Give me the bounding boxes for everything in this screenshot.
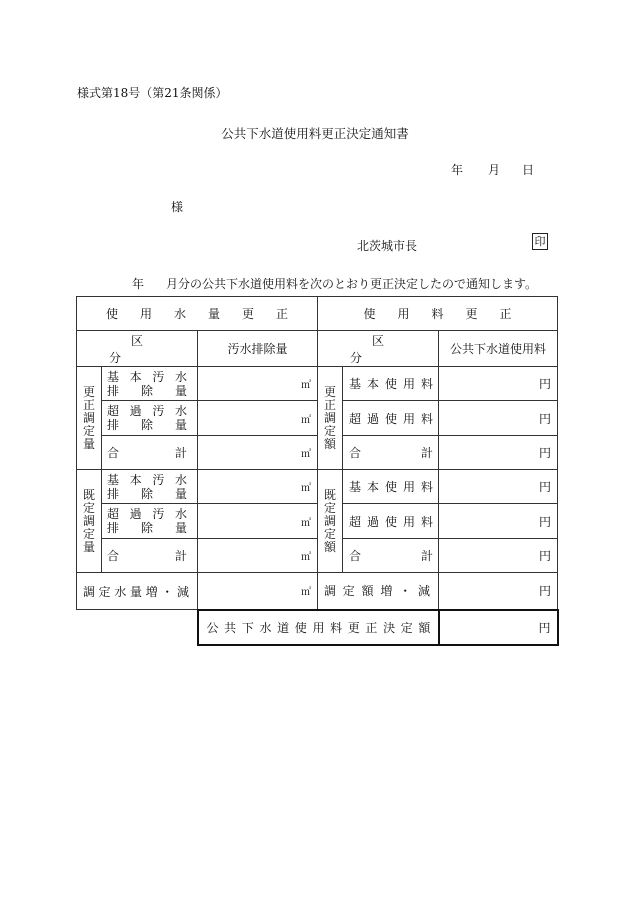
existing-excess-volume[interactable]: ㎥: [198, 504, 318, 539]
total-volume-label: 合 計: [102, 436, 198, 470]
addressee-suffix: 様: [171, 200, 184, 214]
blank-cell: [77, 610, 198, 645]
form-number: 様式第18号（第21条関係）: [77, 86, 228, 100]
existing-total-volume[interactable]: ㎥: [198, 539, 318, 573]
corrected-total-fee[interactable]: 円: [439, 436, 558, 470]
group-corrected-volume: 更 正 調 定 量: [77, 367, 102, 470]
col-sewage-header: 汚水排除量: [198, 331, 318, 367]
excess-sewage-label: 超 過 汚 水 排 除 量: [102, 504, 198, 539]
existing-total-fee[interactable]: 円: [439, 539, 558, 573]
basic-sewage-label: 基 本 汚 水 排 除 量: [102, 470, 198, 504]
excess-sewage-label: 超 過 汚 水 排 除 量: [102, 401, 198, 436]
section-fee-header: 使用料更正: [318, 297, 558, 331]
group-existing-volume: 既 定 調 定 量: [77, 470, 102, 573]
total-fee-label: 合 計: [343, 436, 439, 470]
final-amount-label: 公 共 下 水 道 使 用 料 更 正 決 定 額: [198, 610, 439, 645]
basic-fee-label: 基 本 使 用 料: [343, 367, 439, 401]
basic-fee-label: 基 本 使 用 料: [343, 470, 439, 504]
excess-fee-label: 超 過 使 用 料: [343, 401, 439, 436]
seal-mark: 印: [532, 233, 548, 250]
adj-amount-value[interactable]: 円: [439, 573, 558, 610]
corrected-excess-fee[interactable]: 円: [439, 401, 558, 436]
adj-volume-label: 調 定 水 量 増 ・ 減: [77, 573, 198, 610]
notice-text: [132, 275, 537, 292]
existing-basic-volume[interactable]: ㎥: [198, 470, 318, 504]
adj-volume-value[interactable]: ㎥: [198, 573, 318, 610]
section-usage-header: 使用水量更正: [77, 297, 318, 331]
adj-amount-label: 調 定 額 増 ・ 減: [318, 573, 439, 610]
date-day-label: 日: [522, 163, 535, 177]
existing-basic-fee[interactable]: 円: [439, 470, 558, 504]
existing-excess-fee[interactable]: 円: [439, 504, 558, 539]
total-fee-label: 合 計: [343, 539, 439, 573]
correction-table: [76, 296, 559, 646]
date-year-label: 年: [451, 163, 464, 177]
group-existing-amount: 既 定 調 定 額: [318, 470, 343, 573]
excess-fee-label: 超 過 使 用 料: [343, 504, 439, 539]
col-fee-header: 公共下水道使用料: [439, 331, 558, 367]
col-kubun-left: 区分: [77, 331, 198, 367]
corrected-basic-fee[interactable]: 円: [439, 367, 558, 401]
notice-body: 月分の公共下水道使用料を次のとおり更正決定したので通知します。: [166, 277, 538, 291]
total-volume-label: 合 計: [102, 539, 198, 573]
group-corrected-amount: 更 正 調 定 額: [318, 367, 343, 470]
document-title: 公共下水道使用料更正決定通知書: [221, 126, 409, 141]
issuer-name: 北茨城市長: [357, 239, 418, 253]
col-kubun-right: 区分: [318, 331, 439, 367]
corrected-basic-volume[interactable]: ㎥: [198, 367, 318, 401]
date-month-label: 月: [488, 163, 501, 177]
corrected-total-volume[interactable]: ㎥: [198, 436, 318, 470]
final-amount-value[interactable]: 円: [439, 610, 558, 645]
notice-year: 年: [132, 277, 145, 291]
corrected-excess-volume[interactable]: ㎥: [198, 401, 318, 436]
basic-sewage-label: 基 本 汚 水 排 除 量: [102, 367, 198, 401]
